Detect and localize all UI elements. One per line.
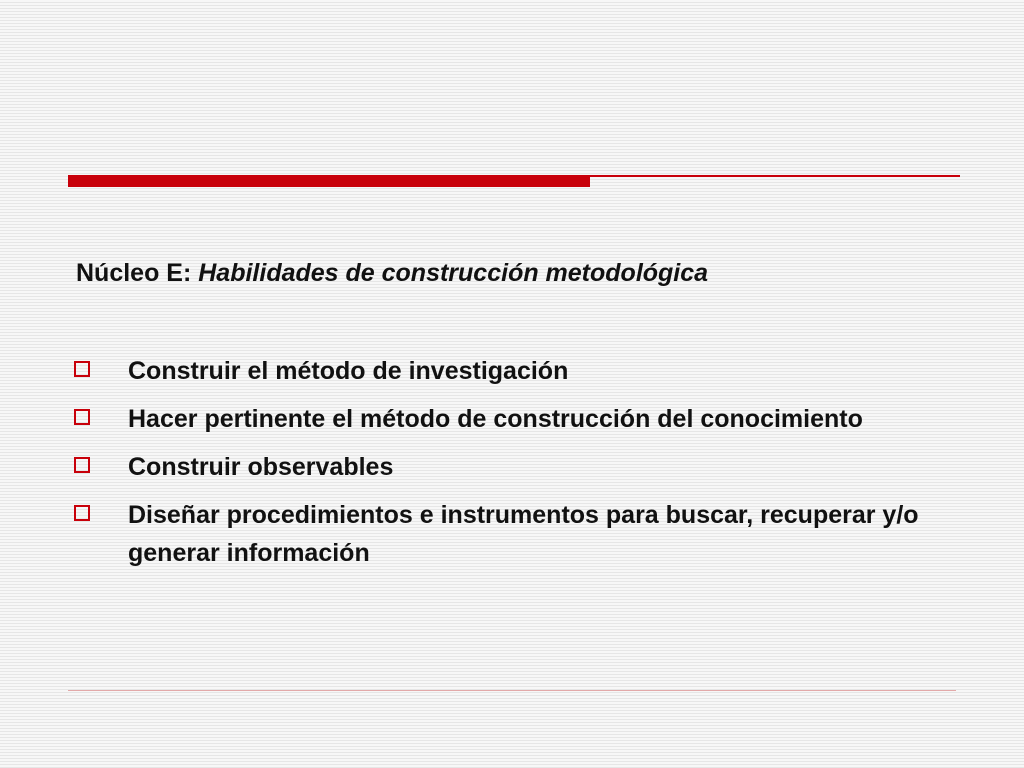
- section-heading: [76, 255, 956, 291]
- square-outline-icon: [74, 505, 90, 521]
- square-outline-icon: [74, 457, 90, 473]
- bullet-list: [72, 352, 952, 582]
- title-accent-bar: [68, 175, 590, 187]
- square-outline-icon: [74, 409, 90, 425]
- bullet-item: [72, 448, 952, 486]
- bullet-text: Hacer pertinente el método de construcción del conocimiento: [128, 405, 863, 433]
- bullet-text: Construir el método de investigación: [128, 357, 569, 385]
- heading-prefix: Núcleo E:: [76, 259, 199, 287]
- bullet-item: [72, 400, 952, 438]
- bullet-item: [72, 496, 952, 572]
- bullet-text: Construir observables: [128, 453, 394, 481]
- bullet-item: [72, 352, 952, 390]
- heading-italic-title: Habilidades de construcción metodológica: [198, 259, 709, 287]
- bullet-text: Diseñar procedimientos e instrumentos para buscar, recuperar y/o generar información: [128, 501, 919, 567]
- square-outline-icon: [74, 361, 90, 377]
- footer-divider: [68, 690, 956, 691]
- title-accent-line: [590, 175, 960, 177]
